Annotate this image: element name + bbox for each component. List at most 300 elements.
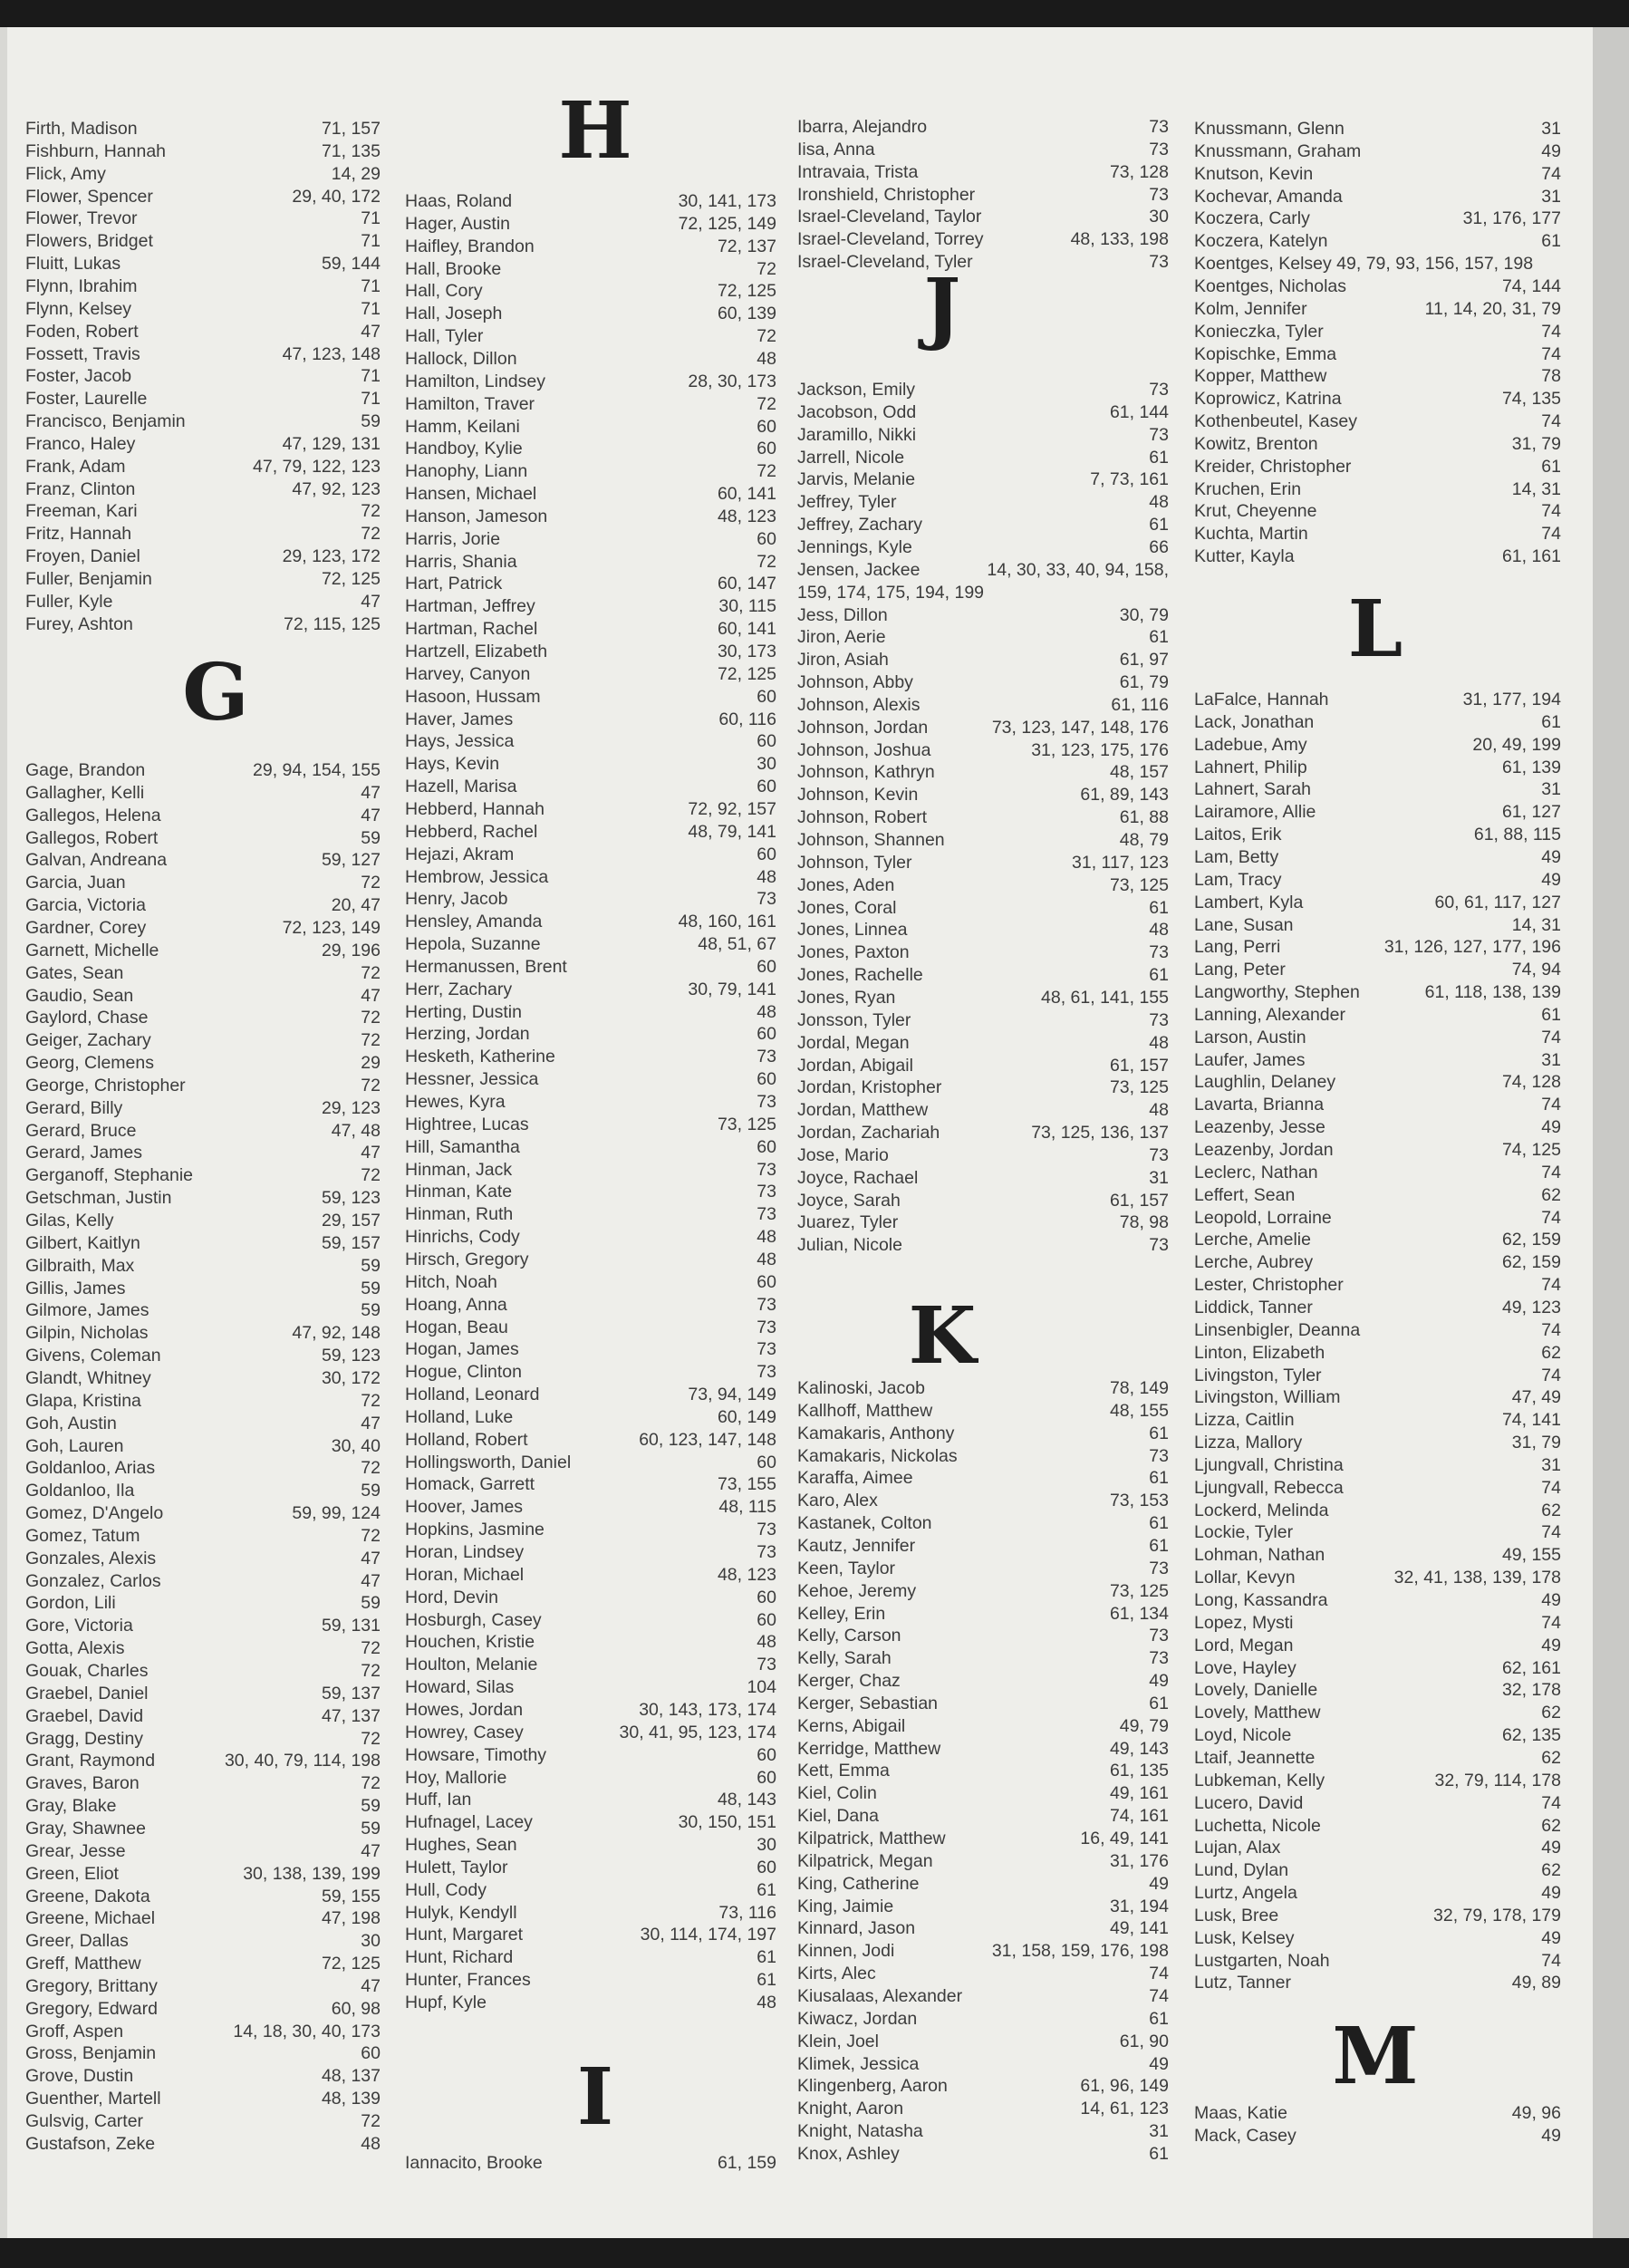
index-entry — [1194, 478, 1561, 501]
index-entry — [405, 1429, 776, 1452]
entry-pages: 48 — [1149, 920, 1169, 941]
entry-pages: 74, 144 — [1501, 275, 1561, 296]
index-entry — [405, 1338, 776, 1361]
index-entry — [405, 1114, 776, 1136]
entry-name: Green, Eliot — [25, 1863, 119, 1884]
entry-pages: 71, 157 — [321, 119, 381, 139]
entry-name: Lurtz, Angela — [1194, 1883, 1297, 1904]
entry-pages: 11, 14, 20, 31, 79 — [1424, 298, 1561, 319]
entry-name: Hogue, Clinton — [405, 1362, 522, 1383]
index-entry — [25, 2110, 381, 2133]
entry-name: Hosburgh, Casey — [405, 1609, 542, 1630]
index-entry — [1194, 914, 1561, 937]
entry-name: Iannacito, Brooke — [405, 2153, 543, 2173]
entry-name: Henry, Jacob — [405, 889, 508, 910]
entry-name: Hunt, Margaret — [405, 1925, 524, 1945]
entry-name: Jeffrey, Zachary — [797, 515, 922, 536]
entry-pages: 60 — [757, 1069, 776, 1090]
entry-name: Long, Kassandra — [1194, 1590, 1328, 1610]
entry-name: Gates, Sean — [25, 962, 124, 983]
index-entry — [25, 1953, 381, 1975]
entry-name: Foster, Laurelle — [25, 389, 148, 410]
index-entry — [1194, 1004, 1561, 1027]
entry-pages: 73 — [757, 1047, 776, 1067]
entry-name: Hufnagel, Lacey — [405, 1812, 533, 1833]
index-entry — [405, 1249, 776, 1271]
entry-pages: 72 — [361, 1008, 381, 1028]
entry-pages: 73, 125 — [1109, 874, 1169, 895]
entry-name: Goldanloo, Ila — [25, 1481, 135, 1501]
entry-name: Jaramillo, Nikki — [797, 424, 917, 445]
index-entry — [25, 2088, 381, 2110]
entry-pages: 48, 143 — [717, 1790, 776, 1810]
entry-pages: 49 — [1541, 1883, 1561, 1904]
index-entry — [797, 941, 1169, 964]
entry-name: Livingston, Tyler — [1194, 1365, 1322, 1385]
index-entry — [797, 1445, 1169, 1468]
entry-pages: 49 — [1541, 2125, 1561, 2146]
entry-name: Fossett, Travis — [25, 343, 140, 364]
entry-pages: 61 — [1149, 1513, 1169, 1534]
index-entry — [25, 1525, 381, 1548]
entry-pages: 47 — [361, 1143, 381, 1163]
entry-pages: 60 — [757, 777, 776, 797]
index-entry — [797, 1490, 1169, 1512]
entry-pages: 60, 139 — [717, 304, 776, 324]
index-entry — [1194, 1251, 1561, 1274]
index-entry — [797, 1896, 1169, 1918]
entry-name: Hewes, Kyra — [405, 1092, 506, 1112]
entry-pages: 31 — [1149, 1167, 1169, 1188]
entry-name: Johnson, Kathryn — [797, 762, 935, 783]
entry-pages: 61, 135 — [1109, 1761, 1169, 1781]
entry-pages: 60, 149 — [717, 1406, 776, 1427]
entry-pages: 59, 157 — [321, 1232, 381, 1253]
entry-pages: 62, 135 — [1501, 1725, 1561, 1746]
entry-pages: 61 — [757, 1970, 776, 1991]
entry-pages: 61, 79 — [1119, 672, 1169, 693]
entry-pages: 61 — [1149, 1693, 1169, 1713]
entry-name: Linton, Elizabeth — [1194, 1342, 1325, 1363]
entry-pages: 73 — [1149, 1558, 1169, 1578]
index-entry — [797, 829, 1169, 852]
index-entry — [25, 2042, 381, 2065]
entry-pages: 72, 137 — [717, 236, 776, 256]
entry-pages: 61 — [1149, 2008, 1169, 2029]
entry-name: Jordan, Abigail — [797, 1055, 913, 1076]
entry-name: Kochevar, Amanda — [1194, 186, 1343, 207]
entry-pages: 72 — [361, 1638, 381, 1659]
entry-pages: 72, 92, 157 — [688, 798, 776, 819]
entry-pages: 73 — [1149, 184, 1169, 205]
entry-pages: 73 — [1149, 252, 1169, 273]
index-entry — [1194, 1297, 1561, 1319]
index-entry — [1194, 1882, 1561, 1905]
entry-pages: 47, 49 — [1511, 1387, 1561, 1408]
entry-name: Gilpin, Nicholas — [25, 1323, 149, 1344]
index-entry — [25, 298, 381, 321]
entry-name: Hord, Devin — [405, 1587, 498, 1607]
entry-name: Laitos, Erik — [1194, 825, 1282, 845]
index-entry — [405, 1271, 776, 1294]
index-entry — [797, 2143, 1169, 2166]
index-entry — [405, 438, 776, 460]
entry-pages: 74 — [1541, 321, 1561, 342]
entry-name: Gouak, Charles — [25, 1661, 149, 1681]
entry-name: Kothenbeutel, Kasey — [1194, 411, 1357, 432]
entry-name: Jose, Mario — [797, 1144, 889, 1165]
entry-pages: 31, 177, 194 — [1462, 690, 1561, 709]
index-entry — [405, 798, 776, 821]
entry-name: Klimek, Jessica — [797, 2053, 920, 2074]
entry-pages: 49, 123 — [1501, 1297, 1561, 1317]
index-entry — [797, 1580, 1169, 1603]
entry-name: Jiron, Asiah — [797, 650, 889, 671]
entry-pages: 74, 128 — [1501, 1072, 1561, 1093]
entry-pages: 73, 128 — [1109, 161, 1169, 182]
entry-name: Kerger, Sebastian — [797, 1693, 939, 1713]
entry-pages: 31, 194 — [1109, 1896, 1169, 1916]
entry-name: Hoy, Mallorie — [405, 1767, 507, 1788]
entry-name: Ladebue, Amy — [1194, 734, 1307, 755]
index-entry — [1194, 1770, 1561, 1792]
entry-pages: 72 — [361, 873, 381, 893]
entry-pages: 47 — [361, 805, 381, 825]
entry-name: Hill, Samantha — [405, 1136, 520, 1157]
index-entry — [25, 1795, 381, 1818]
section-letter-h: H — [558, 85, 632, 177]
index-entry — [1194, 1027, 1561, 1049]
entry-pages: 74 — [1149, 1964, 1169, 1984]
entry-name: Hansen, Michael — [405, 484, 537, 505]
index-entry — [1194, 253, 1561, 275]
entry-name: Herzing, Jordan — [405, 1024, 530, 1045]
entry-pages: 72, 125 — [717, 663, 776, 684]
entry-pages: 48, 137 — [321, 2066, 381, 2087]
entry-pages: 31, 123, 175, 176 — [1031, 739, 1169, 760]
index-entry — [405, 1857, 776, 1879]
entry-pages: 61 — [1149, 627, 1169, 648]
entry-name: Joyce, Sarah — [797, 1190, 901, 1211]
entry-pages: 72 — [757, 326, 776, 347]
entry-pages: 31, 79 — [1511, 1433, 1561, 1453]
entry-name: Luchetta, Nicole — [1194, 1815, 1321, 1836]
entry-name: Fishburn, Hannah — [25, 140, 167, 161]
entry-name: Israel-Cleveland, Taylor — [797, 207, 982, 227]
entry-name: Huff, Ian — [405, 1790, 472, 1810]
entry-name: Jordan, Matthew — [797, 1100, 929, 1121]
index-entry — [1194, 1679, 1561, 1702]
entry-pages: 47, 79, 122, 123 — [253, 456, 381, 477]
index-entry — [1194, 545, 1561, 568]
index-entry — [405, 1744, 776, 1767]
index-entry — [1194, 689, 1561, 711]
entry-name: Holland, Luke — [405, 1406, 514, 1427]
index-entry — [1194, 1837, 1561, 1859]
entry-name: Lutz, Tanner — [1194, 1973, 1291, 1993]
entry-pages: 61, 96, 149 — [1080, 2076, 1169, 2097]
entry-name: Gomez, Tatum — [25, 1525, 140, 1546]
entry-name: Hamilton, Traver — [405, 393, 535, 414]
entry-name: Houchen, Kristie — [405, 1632, 535, 1653]
entry-pages: 30, 40 — [331, 1435, 381, 1456]
entry-pages: 14, 31 — [1511, 478, 1561, 499]
entry-name: Glapa, Kristina — [25, 1390, 141, 1411]
entry-pages: 48, 123 — [717, 1564, 776, 1585]
index-entry — [25, 759, 381, 782]
index-entry — [25, 1164, 381, 1187]
index-entry — [797, 964, 1169, 987]
entry-name: Froyen, Daniel — [25, 546, 140, 567]
index-entry — [405, 911, 776, 933]
index-entry — [1194, 1927, 1561, 1950]
entry-pages: 73 — [1149, 1445, 1169, 1466]
entry-pages: 31, 126, 127, 177, 196 — [1383, 937, 1561, 958]
entry-name: Leazenby, Jordan — [1194, 1140, 1334, 1160]
entry-name: Kopper, Matthew — [1194, 366, 1327, 387]
entry-pages: 31 — [1149, 2121, 1169, 2142]
entry-pages: 60 — [757, 1744, 776, 1765]
entry-pages: 60 — [757, 528, 776, 549]
entry-pages: 74 — [1541, 1950, 1561, 1971]
entry-pages: 62 — [1541, 1342, 1561, 1363]
index-entry — [405, 280, 776, 303]
entry-pages: 20, 49, 199 — [1472, 734, 1561, 755]
index-entry — [25, 118, 381, 140]
index-entry — [25, 343, 381, 366]
index-entry — [405, 303, 776, 325]
entry-pages: 49 — [1541, 140, 1561, 161]
entry-pages: 61, 161 — [1501, 546, 1561, 567]
index-entry — [797, 1055, 1169, 1077]
index-entry — [797, 1009, 1169, 1032]
entry-name: Holland, Robert — [405, 1429, 528, 1450]
entry-name: Lahnert, Sarah — [1194, 779, 1312, 800]
entry-name: Gilbert, Kaitlyn — [25, 1232, 140, 1253]
index-entry — [25, 1728, 381, 1751]
entry-name: Lollar, Kevyn — [1194, 1568, 1296, 1588]
index-entry — [1194, 433, 1561, 456]
entry-pages: 73 — [757, 1159, 776, 1180]
index-entry — [1194, 275, 1561, 298]
entry-pages: 71 — [361, 389, 381, 410]
index-entry — [1194, 959, 1561, 981]
entry-name: Kruchen, Erin — [1194, 478, 1302, 499]
entry-name: Kutter, Kayla — [1194, 546, 1295, 567]
entry-name: Ibarra, Alejandro — [797, 117, 928, 137]
index-entry — [25, 568, 381, 591]
index-entry — [25, 1592, 381, 1615]
entry-pages: 61 — [1541, 1004, 1561, 1025]
index-entry — [405, 1992, 776, 2014]
entry-pages: 61, 144 — [1109, 401, 1169, 422]
entry-pages: 30, 172 — [321, 1367, 381, 1388]
index-entry — [1194, 1521, 1561, 1544]
index-entry — [1194, 1747, 1561, 1770]
entry-pages: 20, 47 — [331, 895, 381, 916]
entry-name: Koczera, Carly — [1194, 208, 1310, 229]
entry-pages: 29, 40, 172 — [292, 186, 381, 207]
index-entry — [25, 894, 381, 917]
index-entry — [797, 2075, 1169, 2098]
index-entry — [405, 236, 776, 258]
index-entry — [405, 1496, 776, 1519]
index-entry — [25, 1683, 381, 1705]
entry-pages: 49, 141 — [1109, 1918, 1169, 1939]
entry-name: Harris, Shania — [405, 551, 517, 572]
entry-name: Lavarta, Brianna — [1194, 1095, 1325, 1115]
entry-pages: 72, 123, 149 — [282, 917, 381, 938]
entry-name: Franz, Clinton — [25, 478, 136, 499]
index-entry — [797, 626, 1169, 649]
index-entry — [405, 641, 776, 663]
entry-pages: 30, 41, 95, 123, 174 — [619, 1722, 776, 1742]
entry-pages: 73 — [1149, 1626, 1169, 1646]
entry-name: Lack, Jonathan — [1194, 711, 1315, 732]
entry-name: Galvan, Andreana — [25, 850, 168, 871]
index-entry — [1194, 1859, 1561, 1882]
entry-pages: 47, 92, 123 — [292, 478, 381, 499]
index-entry — [797, 514, 1169, 536]
entry-pages: 73, 123, 147, 148, 176 — [991, 717, 1169, 738]
entry-pages: 73 — [757, 1362, 776, 1383]
entry-name: Jones, Paxton — [797, 942, 910, 963]
index-entry — [797, 717, 1169, 739]
index-entry — [1194, 734, 1561, 757]
index-entry — [405, 1226, 776, 1249]
entry-pages: 74 — [1149, 1985, 1169, 2006]
entry-pages: 30, 173 — [717, 642, 776, 661]
entry-pages: 74 — [1541, 1207, 1561, 1228]
entry-name: Gustafson, Zeke — [25, 2133, 156, 2154]
index-entry — [405, 1564, 776, 1587]
entry-name: Ljungvall, Christina — [1194, 1454, 1344, 1475]
index-entry — [405, 1789, 776, 1811]
entry-name: Geiger, Zachary — [25, 1030, 151, 1051]
entry-name: Howes, Jordan — [405, 1699, 524, 1720]
index-entry — [797, 161, 1169, 184]
entry-pages: 59, 123 — [321, 1346, 381, 1366]
entry-name: Johnson, Jordan — [797, 717, 929, 738]
entry-name: Getschman, Justin — [25, 1188, 172, 1209]
entry-pages: 72, 125 — [717, 281, 776, 302]
index-entry — [25, 1097, 381, 1120]
entry-pages: 48, 160, 161 — [678, 912, 776, 932]
entry-name: Groff, Aspen — [25, 2021, 124, 2041]
entry-name: Jiron, Aerie — [797, 627, 886, 648]
entry-name: Knight, Aaron — [797, 2099, 904, 2119]
entry-name: Haas, Roland — [405, 191, 513, 211]
entry-pages: 29, 157 — [321, 1211, 381, 1231]
index-entry — [405, 686, 776, 709]
entry-pages: 74 — [1541, 1365, 1561, 1385]
entry-pages: 60 — [757, 416, 776, 437]
entry-pages: 30, 143, 173, 174 — [639, 1699, 776, 1720]
entry-name: Gregory, Edward — [25, 1998, 158, 2019]
entry-pages: 73 — [1149, 139, 1169, 159]
entry-name: Kilpatrick, Megan — [797, 1850, 933, 1871]
entry-name: Guenther, Martell — [25, 2089, 161, 2109]
entry-name: Hughes, Sean — [405, 1835, 517, 1856]
entry-pages: 72 — [757, 551, 776, 572]
index-entry — [797, 1625, 1169, 1647]
entry-name: Graebel, Daniel — [25, 1683, 149, 1703]
entry-name: Lerche, Aubrey — [1194, 1252, 1314, 1273]
index-entry — [25, 207, 381, 230]
index-entry — [25, 805, 381, 827]
entry-name: Kelly, Sarah — [797, 1648, 892, 1669]
index-entry — [405, 1406, 776, 1429]
entry-pages: 74 — [1541, 1027, 1561, 1047]
entry-name: Greer, Dallas — [25, 1931, 129, 1952]
entry-name: Givens, Coleman — [25, 1346, 161, 1366]
index-entry — [405, 866, 776, 889]
index-entry — [797, 536, 1169, 559]
entry-pages: 30 — [757, 754, 776, 775]
entry-pages: 31, 176 — [1109, 1850, 1169, 1871]
entry-pages: 59 — [361, 1300, 381, 1321]
index-entry — [1194, 778, 1561, 801]
entry-name: Lovely, Danielle — [1194, 1680, 1318, 1701]
entry-name: Firth, Madison — [25, 119, 138, 139]
index-entry — [405, 1946, 776, 1969]
entry-name: Foster, Jacob — [25, 366, 132, 387]
entry-name: Lockie, Tyler — [1194, 1522, 1294, 1543]
index-entry — [405, 2152, 776, 2175]
entry-pages: 32, 178 — [1501, 1680, 1561, 1701]
entry-name: Fuller, Benjamin — [25, 569, 152, 589]
index-entry — [1194, 1094, 1561, 1116]
entry-name: Livingston, William — [1194, 1387, 1341, 1408]
entry-name: Lam, Tracy — [1194, 869, 1282, 890]
entry-name: Kelly, Carson — [797, 1626, 901, 1646]
index-entry — [797, 2053, 1169, 2076]
entry-name: Larson, Austin — [1194, 1027, 1306, 1047]
entry-pages: 74, 141 — [1501, 1410, 1561, 1431]
entry-name: Hulett, Taylor — [405, 1857, 508, 1877]
entry-name: Johnson, Kevin — [797, 785, 919, 806]
entry-name: Herr, Zachary — [405, 979, 513, 999]
entry-name: Hartman, Jeffrey — [405, 596, 535, 617]
index-entry — [405, 190, 776, 213]
entry-pages: 49, 96 — [1511, 2103, 1561, 2123]
entry-pages: 47, 92, 148 — [292, 1323, 381, 1344]
entry-pages: 61, 157 — [1109, 1055, 1169, 1076]
entry-name: Hager, Austin — [405, 213, 510, 234]
index-entry — [25, 410, 381, 433]
entry-name: Gallegos, Helena — [25, 805, 161, 825]
index-entry — [797, 1167, 1169, 1190]
entry-name: Johnson, Robert — [797, 807, 928, 828]
entry-pages: 71 — [361, 231, 381, 252]
index-entry — [797, 761, 1169, 784]
entry-pages: 60 — [757, 1452, 776, 1472]
index-entry — [25, 782, 381, 805]
entry-name: Grear, Jesse — [25, 1840, 126, 1861]
index-entry — [1194, 2125, 1561, 2147]
index-entry — [25, 1907, 381, 1930]
index-entry — [797, 1535, 1169, 1558]
entry-pages: 30, 79 — [1119, 604, 1169, 625]
entry-pages: 14, 18, 30, 40, 173 — [233, 2021, 381, 2041]
index-entry — [405, 1046, 776, 1068]
entry-name: Jones, Linnea — [797, 920, 908, 941]
entry-pages: 73 — [757, 889, 776, 910]
index-entry — [1194, 1432, 1561, 1454]
entry-name: Lubkeman, Kelly — [1194, 1770, 1325, 1790]
entry-pages: 60, 116 — [718, 709, 776, 729]
entry-name: Lester, Christopher — [1194, 1275, 1344, 1296]
